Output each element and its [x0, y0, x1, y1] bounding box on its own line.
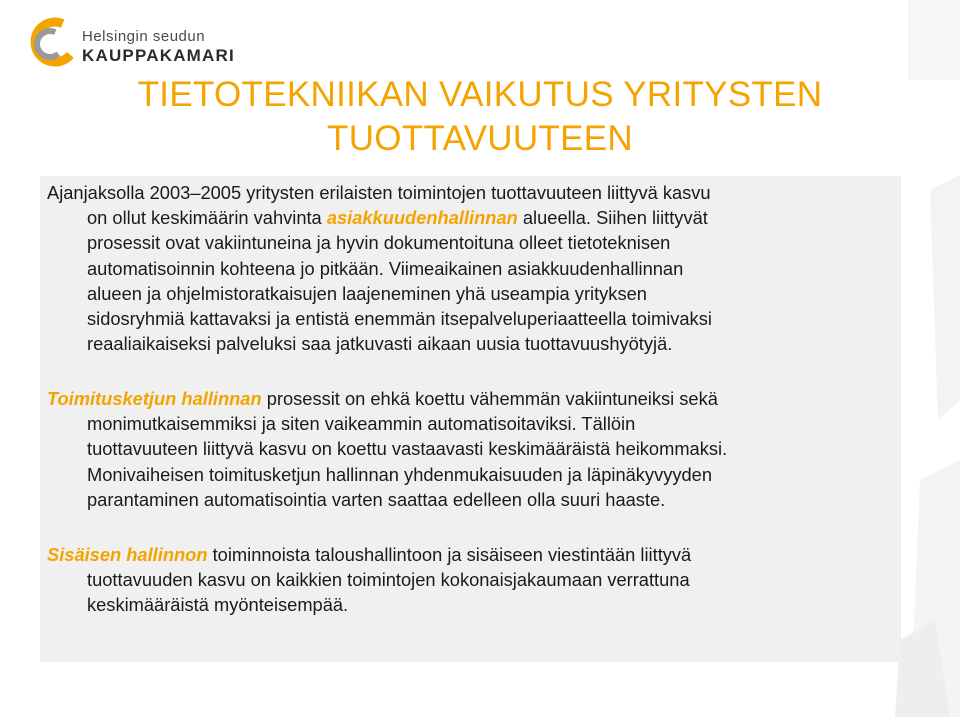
title-line-2: TUOTTAVUUTEEN — [327, 119, 633, 158]
p2-line — [47, 388, 718, 409]
title-line-1: TIETOTEKNIIKAN VAIKUTUS YRITYSTEN — [137, 75, 823, 114]
p3-text: toiminnoista taloushallintoon ja sisäiseen viestintään liittyvä — [207, 544, 692, 565]
chamber-logo[interactable] — [30, 12, 250, 72]
p2-text: prosessit on ehkä koettu vähemmän vakiintuneiksi sekä — [261, 388, 718, 409]
p2-line: monimutkaisemmiksi ja siten vaikeammin automatisoitaviksi. Tällöin — [87, 413, 636, 435]
p1-line: automatisoinnin kohteena jo pitkään. Viimeaikainen asiakkuudenhallinnan — [87, 257, 684, 279]
p1-line: reaaliaikaiseksi palveluksi saa jatkuvasti aikaan uusia tuottavuushyötyjä. — [87, 333, 673, 355]
p2-line: parantaminen automatisointia varten saattaa edelleen olla suuri haaste. — [87, 488, 666, 510]
logo-c-mark-icon — [30, 12, 80, 72]
slide-title — [0, 73, 960, 161]
logo-text-line2: KAUPPAKAMARI — [82, 46, 235, 65]
p1-text: alueella. Siihen liittyvät — [517, 207, 708, 229]
p3-line: tuottavuuden kasvu on kaikkien toimintojen kokonaisjakaumaan verrattuna — [87, 569, 690, 591]
highlight-customer-management: asiakkuudenhallinnan — [326, 207, 518, 229]
p3-line — [47, 544, 691, 565]
paragraph-customer-management — [47, 180, 897, 356]
paragraph-internal-admin — [47, 542, 897, 618]
p3-line: keskimääräistä myönteisempää. — [87, 594, 349, 616]
p1-line — [47, 205, 897, 230]
p1-line: prosessit ovat vakiintuneina ja hyvin dokumentoituna olleet tietoteknisen — [87, 232, 671, 254]
p1-line: sidosryhmiä kattavaksi ja entistä enemmän itsepalveluperiaatteella toimivaksi — [87, 308, 712, 330]
p1-line: alueen ja ohjelmistoratkaisujen laajeneminen yhä useampia yrityksen — [87, 282, 647, 304]
logo-text-line1: Helsingin seudun — [82, 28, 206, 45]
p2-line: tuottavuuteen liittyvä kasvu on koettu vastaavasti keskimääräistä heikommaksi. — [87, 438, 728, 460]
p2-line: Monivaiheisen toimitusketjun hallinnan yhdenmukaisuuden ja läpinäkyvyyden — [87, 463, 712, 485]
p1-text: on ollut keskimäärin vahvinta — [87, 207, 327, 229]
highlight-supply-chain: Toimitusketjun hallinnan — [47, 388, 262, 409]
p1-line: Ajanjaksolla 2003–2005 yritysten erilaisten toimintojen tuottavuuteen liittyvä kasvu — [47, 182, 711, 203]
highlight-internal-admin: Sisäisen hallinnon — [47, 544, 208, 565]
paragraph-supply-chain — [47, 386, 897, 512]
